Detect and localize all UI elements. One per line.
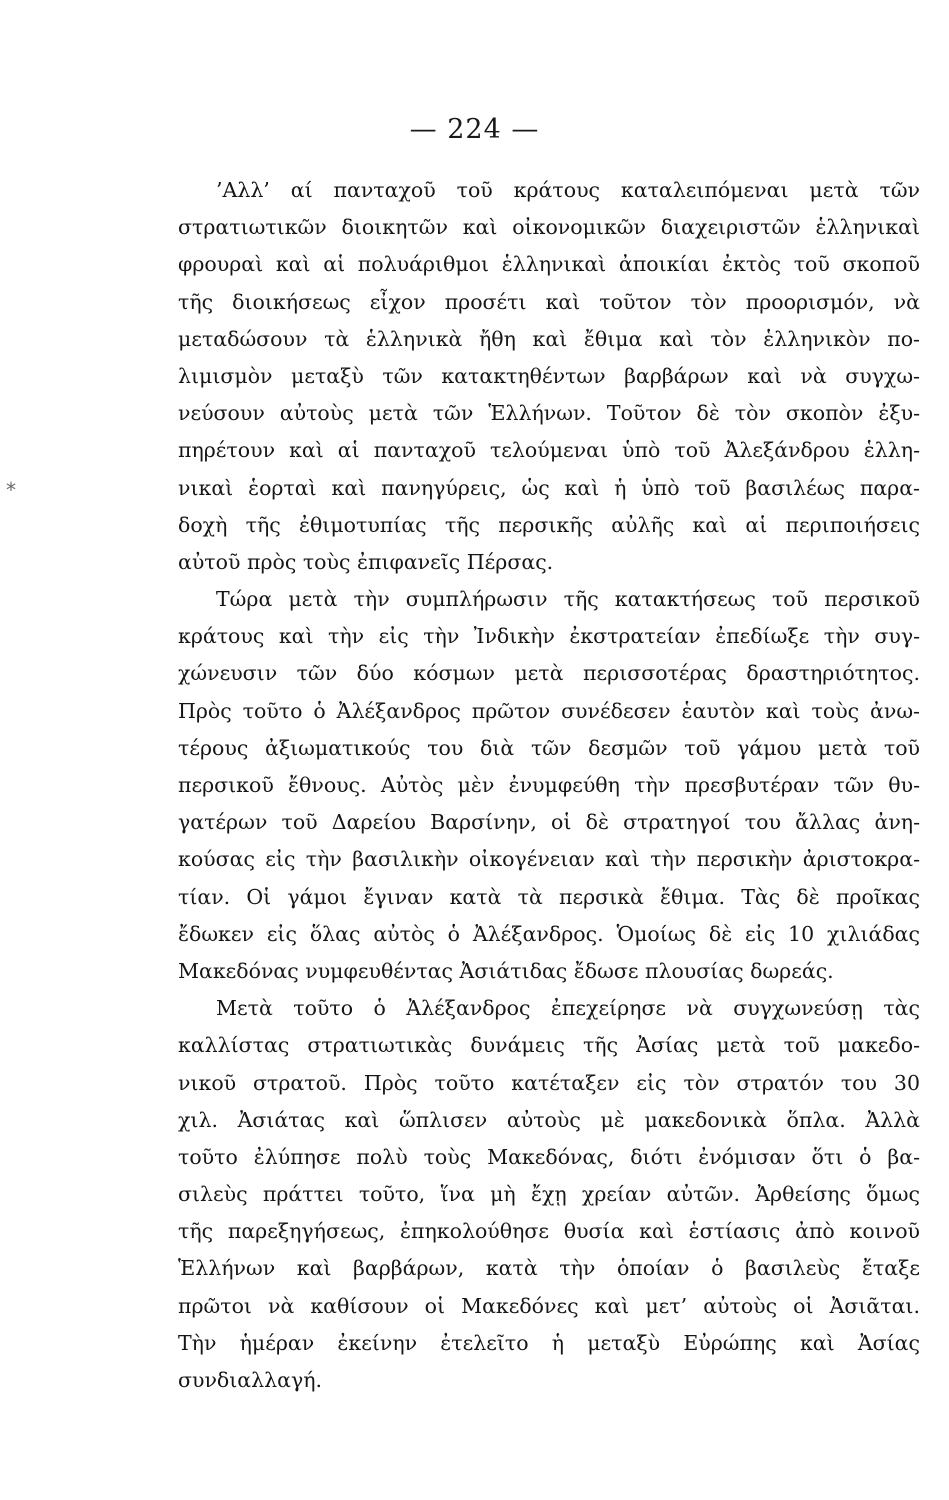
text-line: αὐτοῦ πρὸς τοὺς ἐπιφανεῖς Πέρσας. xyxy=(178,549,554,574)
text-line: κράτους καὶ τὴν εἰς τὴν Ἰνδικὴν ἐκστρατείαν ἐπεδίωξε τὴν συγ- xyxy=(178,624,920,649)
text-line: τῆς παρεξηγήσεως, ἐπηκολούθησε θυσία καὶ ἑστίασις ἀπὸ κοινοῦ xyxy=(178,1219,920,1244)
text-line: περσικοῦ ἔθνους. Αὐτὸς μὲν ἐνυμφεύθη τὴν πρεσβυτέραν τῶν θυ- xyxy=(178,773,920,797)
text-line: Τὴν ἡμέραν ἐκείνην ἐτελεῖτο ἡ μεταξὺ Εὐρώπης καὶ Ἀσίας xyxy=(178,1330,920,1355)
text-line: Τώρα μετὰ τὴν συμπλήρωσιν τῆς κατακτήσεως τοῦ περσικοῦ xyxy=(216,587,920,612)
text-line: Πρὸς τοῦτο ὁ Ἀλέξανδρος πρῶτον συνέδεσεν ἑαυτὸν καὶ τοὺς ἀνω- xyxy=(178,698,920,723)
body-text xyxy=(178,172,920,1399)
text-line: χώνευσιν τῶν δύο κόσμων μετὰ περισσοτέρας δραστηριότητος. xyxy=(178,661,920,686)
text-line: κούσας εἰς τὴν βασιλικὴν οἰκογένειαν καὶ τὴν περσικὴν ἀριστοκρα- xyxy=(178,847,920,872)
text-line: δοχὴ τῆς ἐθιμοτυπίας τῆς περσικῆς αὐλῆς καὶ αἱ περιποιήσεις xyxy=(178,512,920,537)
text-line: σιλεὺς πράττει τοῦτο, ἵνα μὴ ἔχῃ χρείαν αὐτῶν. Ἀρθείσης ὅμως xyxy=(178,1182,920,1207)
text-line: στρατιωτικῶν διοικητῶν καὶ οἰκονομικῶν διαχειριστῶν ἑλληνικαὶ xyxy=(178,215,920,240)
text-line: γατέρων τοῦ Δαρείου Βαρσίνην, οἱ δὲ στρατηγοί του ἄλλας ἀνη- xyxy=(178,810,920,835)
text-line: τοῦτο ἐλύπησε πολὺ τοὺς Μακεδόνας, διότι ἐνόμισαν ὅτι ὁ βα- xyxy=(178,1144,920,1169)
text-line: καλλίστας στρατιωτικὰς δυνάμεις τῆς Ἀσίας μετὰ τοῦ μακεδο- xyxy=(178,1033,920,1058)
text-line: τέρους ἀξιωματικούς του διὰ τῶν δεσμῶν τοῦ γάμου μετὰ τοῦ xyxy=(178,735,920,760)
text-line: Μακεδόνας νυμφευθέντας Ἀσιάτιδας ἔδωσε πλουσίας δωρεάς. xyxy=(178,958,834,983)
text-line: νικοῦ στρατοῦ. Πρὸς τοῦτο κατέταξεν εἰς τὸν στρατόν του 30 xyxy=(178,1070,920,1095)
text-line: νεύσουν αὐτοὺς μετὰ τῶν Ἑλλήνων. Τοῦτον δὲ τὸν σκοπὸν ἐξυ- xyxy=(178,401,920,426)
text-line: φρουραὶ καὶ αἱ πολυάριθμοι ἑλληνικαὶ ἀποικίαι ἐκτὸς τοῦ σκοποῦ xyxy=(178,252,920,277)
text-line: πηρέτουν καὶ αἱ πανταχοῦ τελούμεναι ὑπὸ τοῦ Ἀλεξάνδρου ἑλλη- xyxy=(178,438,920,463)
text-line: Ἑλλήνων καὶ βαρβάρων, κατὰ τὴν ὁποίαν ὁ βασιλεὺς ἔταξε xyxy=(178,1256,920,1281)
text-line: λιμισμὸν μεταξὺ τῶν κατακτηθέντων βαρβάρων καὶ νὰ συγχω- xyxy=(178,363,920,388)
text-line: τίαν. Οἱ γάμοι ἔγιναν κατὰ τὰ περσικὰ ἔθιμα. Τὰς δὲ προῖκας xyxy=(178,884,920,909)
text-line: νικαὶ ἑορταὶ καὶ πανηγύρεις, ὡς καὶ ἡ ὑπὸ τοῦ βασιλέως παρα- xyxy=(178,475,920,500)
text-line: πρῶτοι νὰ καθίσουν οἱ Μακεδόνες καὶ μετ’ αὐτοὺς οἱ Ἀσιᾶται. xyxy=(178,1293,920,1318)
text-line: μεταδώσουν τὰ ἑλληνικὰ ἤθη καὶ ἔθιμα καὶ τὸν ἑλληνικὸν πο- xyxy=(178,326,920,351)
text-line: τῆς διοικήσεως εἶχον προσέτι καὶ τοῦτον τὸν προορισμόν, νὰ xyxy=(178,289,920,314)
page-number: — 224 — xyxy=(409,114,540,145)
text-line: ἔδωκεν εἰς ὅλας αὐτὸς ὁ Ἀλέξανδρος. Ὁμοίως δὲ εἰς 10 χιλιάδας xyxy=(178,921,920,946)
text-line: Μετὰ τοῦτο ὁ Ἀλέξανδρος ἐπεχείρησε νὰ συγχωνεύσῃ τὰς xyxy=(216,996,920,1021)
text-line: συνδιαλλαγή. xyxy=(178,1368,323,1392)
text-line: ’Αλλ’ αί πανταχοῦ τοῦ κράτους καταλειπόμεναι μετὰ τῶν xyxy=(216,178,920,202)
margin-mark: * xyxy=(6,478,16,502)
text-line: χιλ. Ἀσιάτας καὶ ὥπλισεν αὐτοὺς μὲ μακεδονικὰ ὅπλα. Ἀλλὰ xyxy=(178,1107,920,1132)
